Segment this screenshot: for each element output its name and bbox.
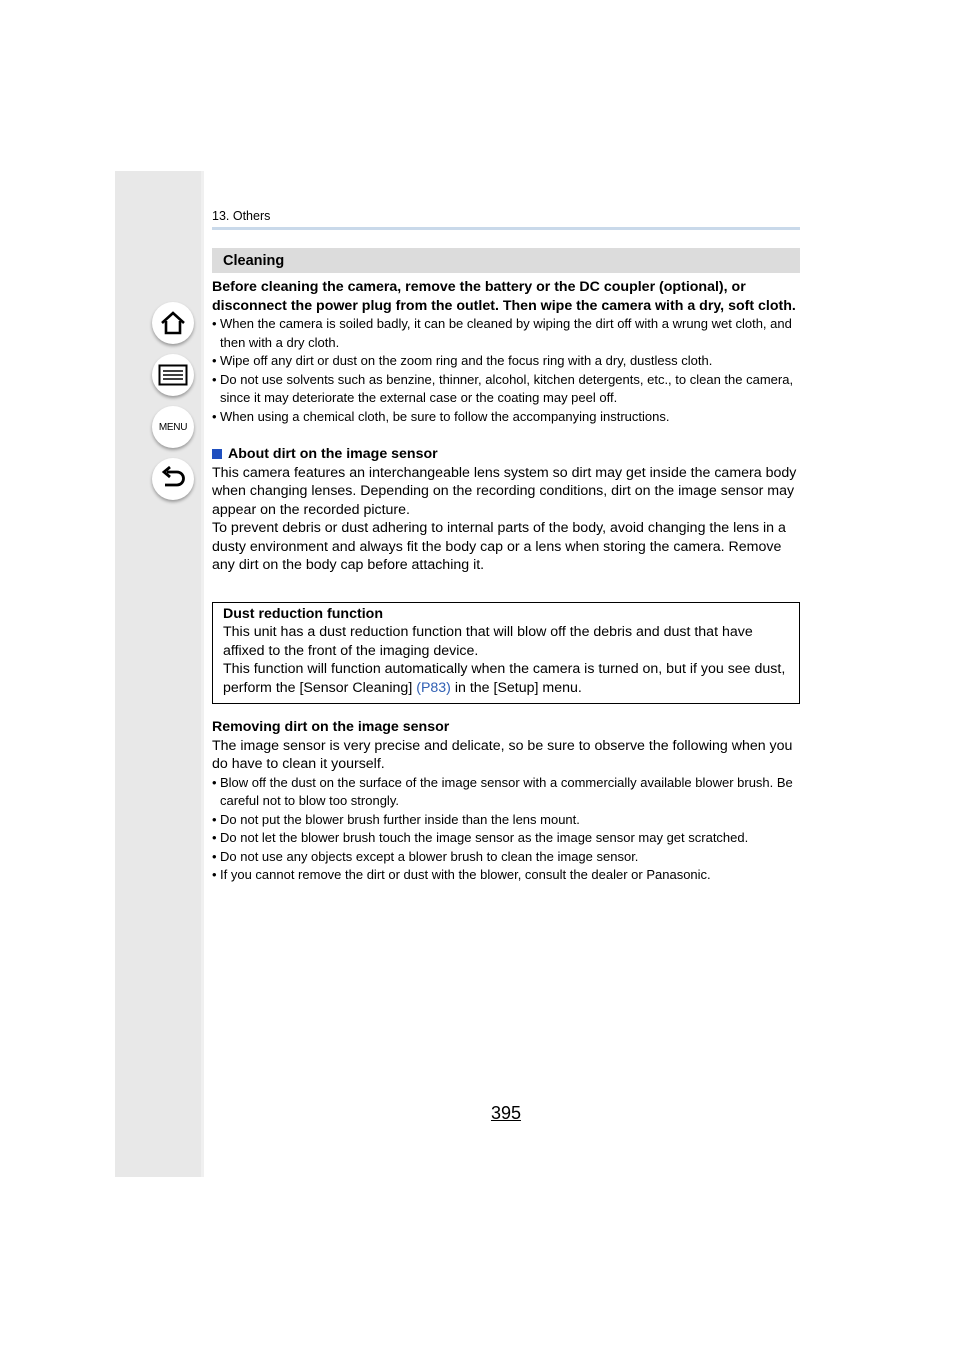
dust-box-paragraph <box>223 660 789 697</box>
sidebar-edge <box>201 171 204 1177</box>
dirt-paragraph: This camera features an interchangeable lens system so dirt may get inside the camera body when changing lenses. Depending on the recording conditions, dirt on the image sensor may appear on the recorded picture. <box>212 464 797 518</box>
list-item: • Do not use solvents such as benzine, thinner, alcohol, kitchen detergents, etc., to clean the camera, since it may deteriorate the external case or the coating may peel off. <box>212 371 800 408</box>
home-button[interactable] <box>152 302 194 344</box>
removing-intro: The image sensor is very precise and delicate, so be sure to observe the following when you do have to clean it yourself. <box>212 737 793 772</box>
back-button[interactable] <box>152 458 194 500</box>
dust-reduction-box <box>212 602 800 705</box>
list-item: • When using a chemical cloth, be sure to follow the accompanying instructions. <box>212 408 800 427</box>
dirt-paragraph: To prevent debris or dust adhering to internal parts of the body, avoid changing the lens in a dusty environment and always fit the body cap or a lens when storing the camera. Remove any dirt on the body cap before attaching it. <box>212 520 786 573</box>
dirt-heading <box>212 445 800 464</box>
list-item: • Wipe off any dirt or dust on the zoom ring and the focus ring with a dry, dustless cloth. <box>212 352 800 371</box>
list-item: • If you cannot remove the dirt or dust with the blower, consult the dealer or Panasonic. <box>212 866 800 885</box>
breadcrumb: 13. Others <box>212 209 271 223</box>
home-icon <box>159 309 187 337</box>
list-item: • Do not use any objects except a blower brush to clean the image sensor. <box>212 848 800 867</box>
section-title: Cleaning <box>223 252 285 269</box>
removing-bullet-list <box>212 774 800 885</box>
list-item: • When the camera is soiled badly, it can be cleaned by wiping the dirt off with a wrung wet cloth, and then with a dry cloth. <box>212 315 800 352</box>
dust-box-text: This function will function automatically when the camera is turned on, but if you see dust, perform the [Sensor Cleaning] <box>223 661 786 696</box>
removing-heading: Removing dirt on the image sensor <box>212 719 450 735</box>
menu-button[interactable] <box>152 406 194 448</box>
menu-label: MENU <box>158 421 188 433</box>
dirt-heading-text: About dirt on the image sensor <box>228 446 438 462</box>
list-item: • Do not let the blower brush touch the image sensor as the image sensor may get scratched. <box>212 829 800 848</box>
dust-box-text: in the [Setup] menu. <box>450 679 582 696</box>
header-rule <box>212 227 800 230</box>
square-bullet-icon <box>212 449 222 459</box>
contents-button[interactable] <box>152 354 194 396</box>
section-title-bar <box>212 248 800 273</box>
back-arrow-icon <box>159 466 187 492</box>
cleaning-bullet-list <box>212 315 800 426</box>
lead-paragraph: Before cleaning the camera, remove the battery or the DC coupler (optional), or disconnect the power plug from the outlet. Then wipe the camera with a dry, soft cloth. <box>212 279 796 314</box>
page-number: 395 <box>490 1103 522 1123</box>
list-item: • Blow off the dust on the surface of the image sensor with a commercially available blower brush. Be careful not to blow too strongly. <box>212 774 800 811</box>
list-icon <box>158 364 188 386</box>
page-link-p83[interactable]: (P83) <box>416 679 451 696</box>
dust-box-paragraph: This unit has a dust reduction function that will blow off the debris and dust that have affixed to the front of the imaging device. <box>223 624 753 659</box>
dust-box-title: Dust reduction function <box>223 605 383 622</box>
list-item: • Do not put the blower brush further inside than the lens mount. <box>212 811 800 830</box>
page-content <box>212 208 800 885</box>
